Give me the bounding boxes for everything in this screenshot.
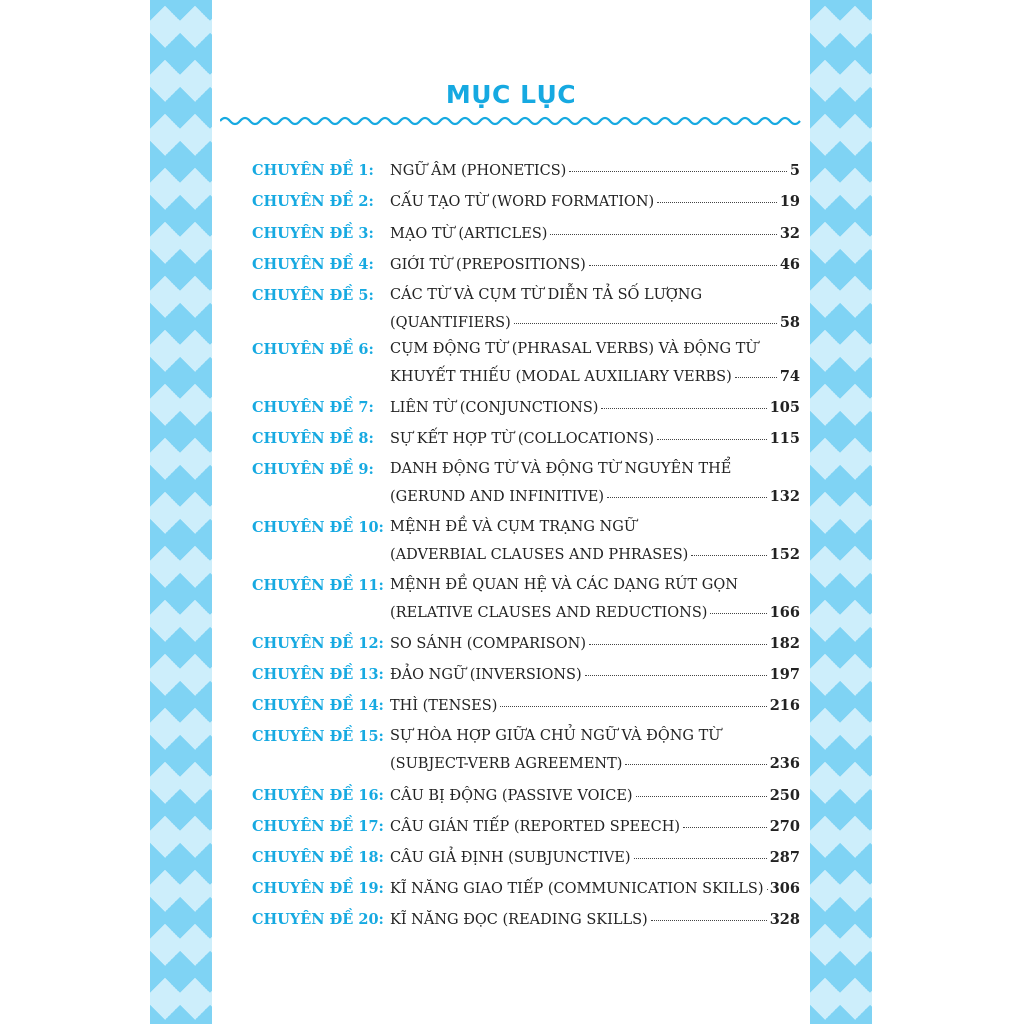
page-number: 166 <box>769 604 800 621</box>
page-number: 19 <box>779 193 800 210</box>
chapter-title: (RELATIVE CLAUSES AND REDUCTIONS) <box>390 605 708 621</box>
dot-leader <box>683 827 767 828</box>
page-number: 182 <box>769 635 800 652</box>
chapter-label: CHUYÊN ĐỀ 14: <box>252 697 384 714</box>
page-number: 152 <box>769 546 800 563</box>
chapter-title: (QUANTIFIERS) <box>390 315 511 331</box>
page-number: 287 <box>769 849 800 866</box>
dot-leader <box>657 202 777 203</box>
chapter-title: CẤU TẠO TỪ (WORD FORMATION) <box>390 194 655 210</box>
chapter-label: CHUYÊN ĐỀ 10: <box>252 519 384 536</box>
chapter-title: (SUBJECT-VERB AGREEMENT) <box>390 756 623 772</box>
page-number: 105 <box>769 399 800 416</box>
chapter-label: CHUYÊN ĐỀ 17: <box>252 818 384 835</box>
dot-leader <box>625 764 766 765</box>
page-title: MỤC LỤC <box>445 80 577 109</box>
dot-leader <box>550 234 776 235</box>
page-number: 250 <box>769 787 800 804</box>
chapter-title: (ADVERBIAL CLAUSES AND PHRASES) <box>390 547 689 563</box>
chapter-title: CÂU BỊ ĐỘNG (PASSIVE VOICE) <box>390 788 633 804</box>
dot-leader <box>585 675 767 676</box>
chapter-label: CHUYÊN ĐỀ 2: <box>252 193 374 210</box>
chapter-title: MỆNH ĐỀ QUAN HỆ VÀ CÁC DẠNG RÚT GỌN <box>390 577 738 593</box>
dot-leader <box>607 497 767 498</box>
chapter-label: CHUYÊN ĐỀ 6: <box>252 341 374 358</box>
dot-leader <box>601 408 766 409</box>
chapter-label: CHUYÊN ĐỀ 4: <box>252 256 374 273</box>
chapter-title: ĐẢO NGỮ (INVERSIONS) <box>390 667 582 683</box>
chapter-label: CHUYÊN ĐỀ 12: <box>252 635 384 652</box>
dot-leader <box>636 796 767 797</box>
chapter-title: NGỮ ÂM (PHONETICS) <box>390 163 567 179</box>
chapter-label: CHUYÊN ĐỀ 20: <box>252 911 384 928</box>
page-number: 132 <box>769 488 800 505</box>
page-number: 32 <box>779 225 800 242</box>
page-number: 5 <box>789 162 800 179</box>
chapter-label: CHUYÊN ĐỀ 13: <box>252 666 384 683</box>
dot-leader <box>589 644 767 645</box>
chapter-label: CHUYÊN ĐỀ 1: <box>252 162 374 179</box>
chapter-label: CHUYÊN ĐỀ 15: <box>252 728 384 745</box>
page-number: 197 <box>769 666 800 683</box>
chapter-title: (GERUND AND INFINITIVE) <box>390 489 605 505</box>
chapter-title: CÂU GIÁN TIẾP (REPORTED SPEECH) <box>390 819 681 835</box>
chapter-title: KĨ NĂNG ĐỌC (READING SKILLS) <box>390 912 648 928</box>
chapter-title: CÂU GIẢ ĐỊNH (SUBJUNCTIVE) <box>390 850 631 866</box>
page-number: 58 <box>779 314 800 331</box>
chapter-title: DANH ĐỘNG TỪ VÀ ĐỘNG TỪ NGUYÊN THỂ <box>390 461 732 477</box>
chapter-title: SỰ HÒA HỢP GIỮA CHỦ NGỮ VÀ ĐỘNG TỪ <box>390 728 721 744</box>
dot-leader <box>589 265 777 266</box>
dot-leader <box>514 323 777 324</box>
chapter-title: SỰ KẾT HỢP TỪ (COLLOCATIONS) <box>390 431 654 447</box>
dot-leader <box>735 377 777 378</box>
chapter-title: CỤM ĐỘNG TỪ (PHRASAL VERBS) VÀ ĐỘNG TỪ <box>390 341 758 357</box>
page-number: 216 <box>769 697 800 714</box>
chapter-label: CHUYÊN ĐỀ 18: <box>252 849 384 866</box>
chapter-title: LIÊN TỪ (CONJUNCTIONS) <box>390 400 599 416</box>
chapter-title: KHUYẾT THIẾU (MODAL AUXILIARY VERBS) <box>390 369 732 385</box>
page-number: 236 <box>769 755 800 772</box>
chapter-title: CÁC TỪ VÀ CỤM TỪ DIỄN TẢ SỐ LƯỢNG <box>390 287 703 303</box>
page-number: 74 <box>779 368 800 385</box>
chapter-label: CHUYÊN ĐỀ 3: <box>252 225 374 242</box>
dot-leader <box>710 613 766 614</box>
page-number: 46 <box>779 256 800 273</box>
chapter-label: CHUYÊN ĐỀ 5: <box>252 287 374 304</box>
dot-leader <box>569 171 787 172</box>
chapter-label: CHUYÊN ĐỀ 8: <box>252 430 374 447</box>
chapter-label: CHUYÊN ĐỀ 7: <box>252 399 374 416</box>
dot-leader <box>634 858 767 859</box>
page-number: 306 <box>769 880 800 897</box>
dot-leader <box>657 439 767 440</box>
chapter-title: MỆNH ĐỀ VÀ CỤM TRẠNG NGỮ <box>390 519 637 535</box>
chapter-title: THÌ (TENSES) <box>390 698 498 714</box>
dot-leader <box>651 920 767 921</box>
page-number: 115 <box>769 430 800 447</box>
chapter-title: GIỚI TỪ (PREPOSITIONS) <box>390 257 586 273</box>
dot-leader <box>691 555 766 556</box>
chapter-label: CHUYÊN ĐỀ 16: <box>252 787 384 804</box>
page-number: 328 <box>769 911 800 928</box>
chapter-title: KĨ NĂNG GIAO TIẾP (COMMUNICATION SKILLS) <box>390 881 764 897</box>
chapter-title: SO SÁNH (COMPARISON) <box>390 636 586 652</box>
chapter-label: CHUYÊN ĐỀ 11: <box>252 577 384 594</box>
chapter-label: CHUYÊN ĐỀ 19: <box>252 880 384 897</box>
page-number: 270 <box>769 818 800 835</box>
chapter-label: CHUYÊN ĐỀ 9: <box>252 461 374 478</box>
dot-leader <box>500 706 766 707</box>
chapter-title: MẠO TỪ (ARTICLES) <box>390 226 548 242</box>
